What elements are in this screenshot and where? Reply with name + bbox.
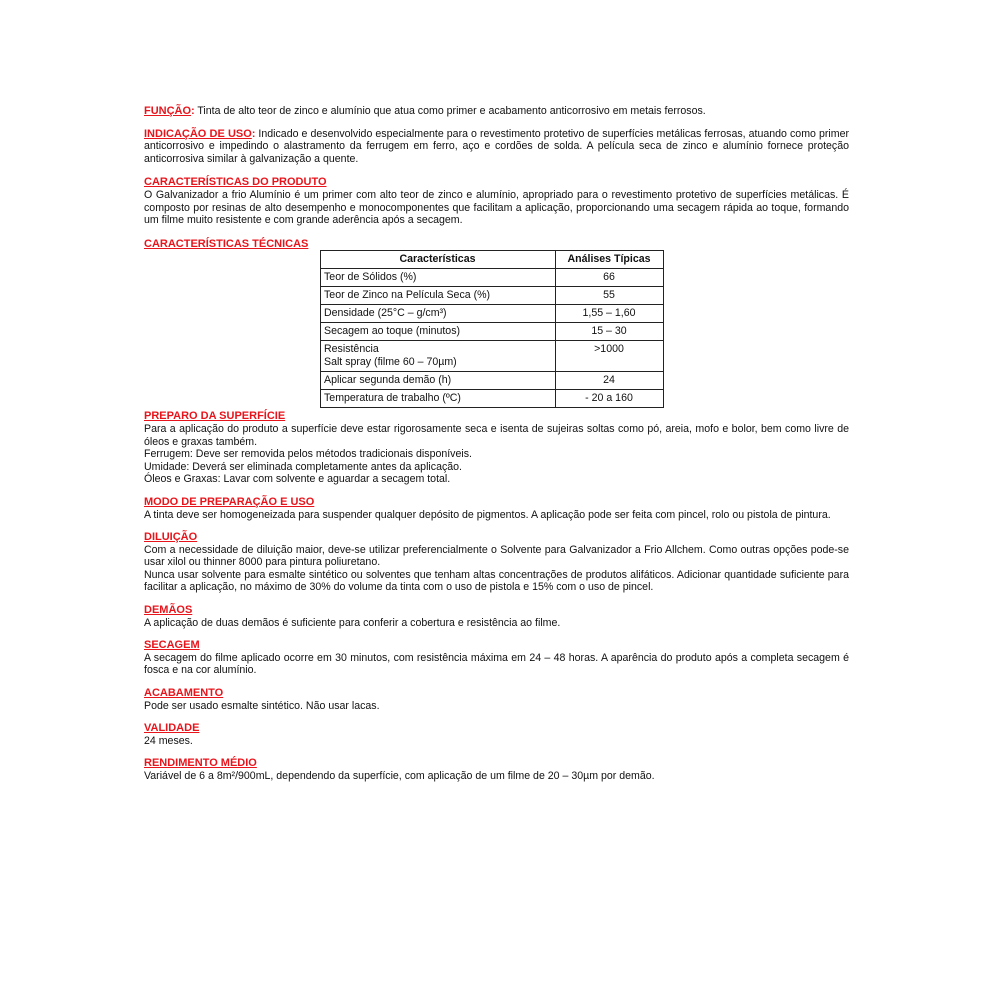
- section-demaos: [144, 604, 849, 629]
- table-row: [321, 341, 664, 372]
- preparo-superficie-text: Para a aplicação do produto a superfície deve estar rigorosamente seca e isenta de sujeiras soltas como pó, areia, mofo e bolor, bem como livre de óleos e graxas também.: [144, 422, 849, 448]
- table-row: [321, 269, 664, 287]
- section-title-caracteristicas-tecnicas: CARACTERÍSTICAS TÉCNICAS: [144, 237, 309, 250]
- preparo-line-ferrugem: Ferrugem: Deve ser removida pelos métodos tradicionais disponíveis.: [144, 448, 472, 461]
- section-title-acabamento: ACABAMENTO: [144, 687, 224, 700]
- preparo-line-umidade: Umidade: Deverá ser eliminada completamente antes da aplicação.: [144, 460, 462, 473]
- title-colon: :: [251, 127, 256, 140]
- table-row: [321, 372, 664, 390]
- section-title-modo-preparacao: MODO DE PREPARAÇÃO E USO: [144, 495, 315, 508]
- funcao-text: Tinta de alto teor de zinco e alumínio que atua como primer e acabamento anticorrosivo em metais ferrosos.: [197, 105, 706, 117]
- section-funcao: [144, 105, 849, 118]
- document-page: [144, 105, 849, 792]
- spec-value: 1,55 – 1,60: [556, 305, 664, 323]
- validade-text: 24 meses.: [144, 734, 193, 747]
- diluicao-text: Com a necessidade de diluição maior, deve-se utilizar preferencialmente o Solvente para Galvanizador a Frio Allchem. Como outras opções pode-se usar xilol ou thinner 8000 para pintura poliuretano.: [144, 543, 849, 569]
- section-preparo-superficie: [144, 410, 849, 486]
- section-title-funcao: FUNÇÃO: [144, 105, 192, 117]
- spec-name: Densidade (25°C – g/cm³): [321, 305, 556, 323]
- table-row: [321, 323, 664, 341]
- section-title-preparo-superficie: PREPARO DA SUPERFÍCIE: [144, 410, 286, 423]
- indicacao-uso-text: Indicado e desenvolvido especialmente para o revestimento protetivo de superfícies metálicas ferrosas, atuando como primer anticorrosivo e impedindo o alastramento da ferrugem em ferro, aço e cordões de solda. A película seca de zinco e alumínio fornece proteção anticorrosiva similar à galvanização a quente.: [144, 127, 849, 165]
- spec-value: - 20 a 160: [556, 390, 664, 408]
- section-validade: [144, 722, 849, 747]
- section-acabamento: [144, 687, 849, 712]
- section-rendimento: [144, 757, 849, 782]
- spec-name: Teor de Sólidos (%): [321, 269, 556, 287]
- section-title-demaos: DEMÃOS: [144, 604, 193, 617]
- section-title-validade: VALIDADE: [144, 722, 200, 735]
- spec-value: 66: [556, 269, 664, 287]
- spec-name-multiline: [321, 341, 556, 372]
- spec-value: >1000: [556, 341, 664, 372]
- diluicao-text-2: Nunca usar solvente para esmalte sintético ou solventes que tenham altas concentrações de produtos alifáticos. Adicionar quantidade suficiente para facilitar a aplicação, no máximo de 30% do volume da tinta com o uso de pistola e 15% com o uso de pincel.: [144, 568, 849, 594]
- specs-table-header-row: [321, 251, 664, 269]
- section-diluicao: [144, 531, 849, 594]
- spec-value: 24: [556, 372, 664, 390]
- section-caracteristicas-tecnicas: [144, 238, 849, 409]
- spec-name: Resistência: [324, 343, 379, 356]
- section-title-secagem: SECAGEM: [144, 639, 200, 652]
- table-row: [321, 287, 664, 305]
- section-title-rendimento: RENDIMENTO MÉDIO: [144, 757, 257, 770]
- acabamento-text: Pode ser usado esmalte sintético. Não usar lacas.: [144, 699, 380, 712]
- spec-value: 55: [556, 287, 664, 305]
- table-row: [321, 305, 664, 323]
- spec-value: 15 – 30: [556, 323, 664, 341]
- spec-name: Temperatura de trabalho (ºC): [321, 390, 556, 408]
- section-title-indicacao-uso: INDICAÇÃO DE USO: [144, 127, 252, 140]
- section-title-caracteristicas-produto: CARACTERÍSTICAS DO PRODUTO: [144, 176, 327, 189]
- caracteristicas-produto-text: O Galvanizador a frio Alumínio é um primer com alto teor de zinco e alumínio, apropriado para o revestimento protetivo de superfícies metálicas. É composto por resinas de alto desempenho e monocomponentes que facilitam a aplicação, proporcionando uma secagem rápida ao toque, formando um filme muito resistente e com grande aderência após a secagem.: [144, 188, 849, 227]
- section-caracteristicas-produto: [144, 176, 849, 226]
- specs-header-typical-analysis: Análises Típicas: [556, 251, 664, 269]
- table-row: [321, 390, 664, 408]
- section-title-diluicao: DILUIÇÃO: [144, 531, 198, 544]
- demaos-text: A aplicação de duas demãos é suficiente para conferir a cobertura e resistência ao filme.: [144, 616, 561, 629]
- section-indicacao-uso: [144, 128, 849, 166]
- spec-name: Secagem ao toque (minutos): [321, 323, 556, 341]
- title-colon: :: [191, 105, 195, 117]
- secagem-text: A secagem do filme aplicado ocorre em 30 minutos, com resistência máxima em 24 – 48 horas. A aparência do produto após a completa secagem é fosca e na cor alumínio.: [144, 651, 849, 677]
- spec-name: Teor de Zinco na Película Seca (%): [321, 287, 556, 305]
- rendimento-text: Variável de 6 a 8m²/900mL, dependendo da superfície, com aplicação de um filme de 20 – 30µm por demão.: [144, 770, 655, 782]
- specs-table: [320, 250, 664, 408]
- spec-name-secondary: Salt spray (filme 60 – 70µm): [324, 356, 457, 369]
- modo-preparacao-text: A tinta deve ser homogeneizada para suspender qualquer depósito de pigmentos. A aplicação pode ser feita com pincel, rolo ou pistola de pintura.: [144, 508, 831, 521]
- preparo-line-oleos: Óleos e Graxas: Lavar com solvente e aguardar a secagem total.: [144, 473, 451, 486]
- specs-header-characteristics: Características: [321, 251, 556, 269]
- section-secagem: [144, 639, 849, 677]
- spec-name: Aplicar segunda demão (h): [321, 372, 556, 390]
- section-modo-preparacao: [144, 496, 849, 521]
